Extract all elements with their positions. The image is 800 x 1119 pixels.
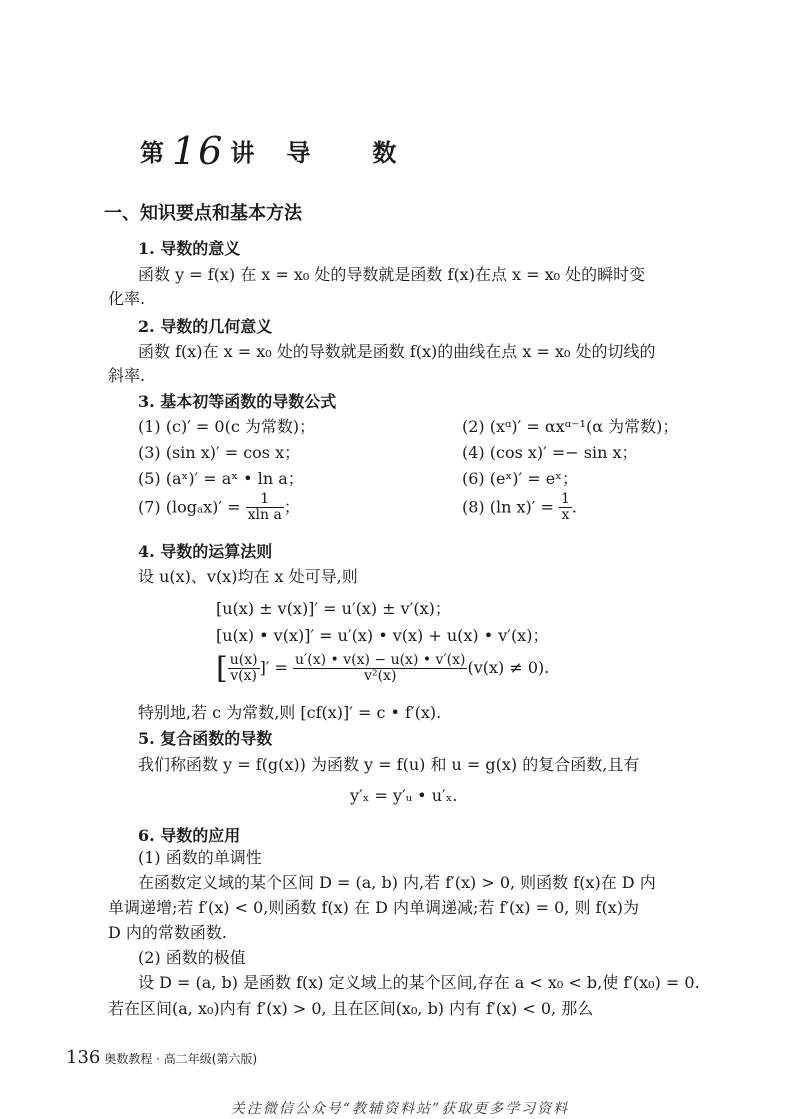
- chapter-number: 16: [172, 129, 225, 173]
- s4-heading: 4. 导数的运算法则: [138, 542, 273, 561]
- page-number: 136: [66, 1047, 101, 1068]
- chapter-prefix: 第: [140, 138, 166, 167]
- rule-quotient: [ $\frac{u(x)}{v(x)}$ ]′ = $\frac{u'(x) • v(x) - u(x) • v'(x)}{\text{v²(x)}}$ (v(x) ≠ 0).: [216, 651, 550, 686]
- formula-8: [462, 492, 577, 524]
- s5-heading: 5. 复合函数的导数: [138, 729, 273, 748]
- s1-line1: 函数 y = f(x) 在 x = x₀ 处的导数就是函数 f(x)在点 x = x₀ 处的瞬时变: [138, 265, 646, 284]
- formula-2: (2) (xᵅ)′ = αxᵅ⁻¹(α 为常数)；: [462, 417, 679, 436]
- quotient-right-fraction: [293, 653, 467, 685]
- s6-p1-line1: 在函数定义域的某个区间 D = (a, b) 内,若 f′(x) > 0, 则函数 f(x)在 D 内: [138, 873, 656, 892]
- formula-7-den: xln a: [247, 507, 282, 524]
- formula-8-lhs: (8) (ln x)′ =: [462, 497, 554, 517]
- s1-line2: 化率.: [108, 289, 146, 308]
- formula-8-num: 1: [560, 491, 570, 507]
- chapter-title-a: 导: [286, 138, 313, 167]
- s4-special: 特别地,若 c 为常数,则 [cf(x)]′ = c • f′(x).: [138, 703, 442, 722]
- s6-p2-line1: 设 D = (a, b) 是函数 f(x) 定义域上的某个区间,存在 a < x₀ < b,使 f′(x₀) = 0.: [138, 973, 700, 992]
- formula-7: [138, 492, 300, 524]
- s5-formula: y′ₓ = y′ᵤ • u′ₓ.: [350, 786, 458, 805]
- quotient-right-den: v²(x): [364, 668, 397, 684]
- formula-6: (6) (eˣ)′ = eˣ；: [462, 469, 578, 488]
- s2-heading: 2. 导数的几何意义: [138, 317, 273, 336]
- formula-7-end: ；: [283, 497, 300, 517]
- quotient-left-fraction: [228, 653, 260, 685]
- formula-1: (1) (c)′ = 0(c 为常数)；: [138, 417, 316, 436]
- formula-8-fraction: [559, 492, 572, 524]
- s3-heading: 3. 基本初等函数的导数公式: [138, 392, 337, 411]
- s6-p1-line2: 单调递增;若 f′(x) < 0,则函数 f(x) 在 D 内单调递减;若 f′(x) = 0, 则 f(x)为: [108, 898, 639, 917]
- rule-sum: [u(x) ± v(x)]′ = u′(x) ± v′(x)；: [216, 599, 451, 618]
- section-heading: 一、知识要点和基本方法: [104, 203, 302, 224]
- s6-p1-line3: D 内的常数函数.: [108, 923, 228, 942]
- formula-8-end: .: [571, 497, 577, 517]
- formula-7-num: 1: [246, 492, 284, 508]
- s6-p2-label: (2) 函数的极值: [138, 948, 246, 967]
- s2-line2: 斜率.: [108, 366, 146, 385]
- s5-line1: 我们称函数 y = f(g(x)) 为函数 y = f(u) 和 u = g(x) 的复合函数,且有: [138, 755, 640, 774]
- formula-7-lhs: (7) (logₐx)′ =: [138, 497, 241, 517]
- chapter-title: [140, 126, 399, 173]
- quotient-cond: (v(x) ≠ 0).: [467, 658, 550, 677]
- formula-7-fraction: [246, 492, 284, 524]
- formula-4: (4) (cos x)′ =− sin x；: [462, 443, 638, 462]
- quotient-left-den: v(x): [230, 668, 257, 684]
- s6-heading: 6. 导数的应用: [138, 826, 241, 845]
- s6-p1-label: (1) 函数的单调性: [138, 848, 262, 867]
- s4-intro: 设 u(x)、v(x)均在 x 处可导,则: [138, 567, 358, 586]
- s6-p2-line2: 若在区间(a, x₀)内有 f′(x) > 0, 且在区间(x₀, b) 内有 f′(x) < 0, 那么: [108, 999, 594, 1018]
- watermark-text: 关注微信公众号“教辅资料站”获取更多学习资料: [230, 1101, 570, 1117]
- quotient-right-num: u′(x) • v(x) − u(x) • v′(x): [295, 651, 466, 668]
- formula-5: (5) (aˣ)′ = aˣ • ln a；: [138, 469, 304, 488]
- page-footer: [66, 1047, 257, 1068]
- formula-8-den: x: [561, 507, 570, 524]
- chapter-suffix: 讲: [230, 138, 257, 167]
- rule-product: [u(x) • v(x)]′ = u′(x) • v(x) + u(x) • v′(x)；: [216, 626, 549, 645]
- chapter-title-b: 数: [372, 138, 399, 167]
- quotient-left-num: u(x): [229, 651, 258, 668]
- formula-3: (3) (sin x)′ = cos x；: [138, 443, 301, 462]
- s2-line1: 函数 f(x)在 x = x₀ 处的导数就是函数 f(x)的曲线在点 x = x₀ 处的切线的: [138, 342, 656, 361]
- quotient-eq: ]′ =: [259, 658, 288, 677]
- s1-heading: 1. 导数的意义: [138, 239, 241, 258]
- book-title: 奥数教程 · 高二年级(第六版): [104, 1052, 258, 1066]
